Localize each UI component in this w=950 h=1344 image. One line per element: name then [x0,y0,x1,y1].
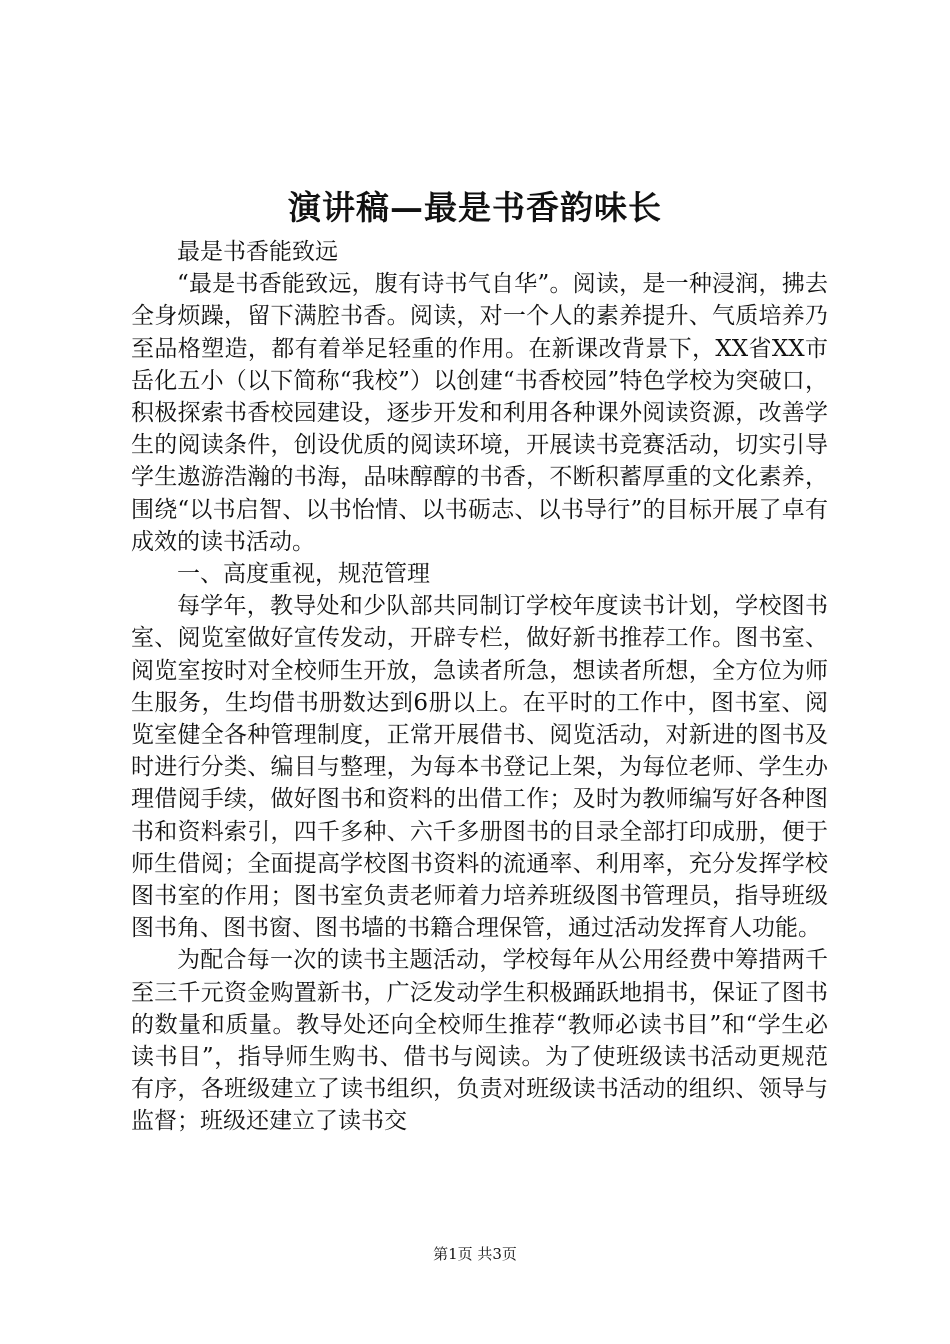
paragraph-activities: 为配合每一次的读书主题活动，学校每年从公用经费中筹措两千至三千元资金购置新书，广泛发动学生积极踊跃地捐书，保证了图书的数量和质量。教导处还向全校师生推荐“教师必读书目”和“学生必读书目”，指导师生购书、借书与阅读。为了使班级读书活动更规范有序，各班级建立了读书组织，负责对班级读书活动的组织、领导与监督；班级还建立了读书交 [131,947,828,1135]
paragraph-subtitle: 最是书香能致远 [177,239,338,265]
paragraph-management: 每学年，教导处和少队部共同制订学校年度读书计划，学校图书室、阅览室做好宣传发动，开辟专栏，做好新书推荐工作。图书室、阅览室按时对全校师生开放，急读者所急，想读者所想，全方位为师生服务，生均借书册数达到6册以上。在平时的工作中，图书室、阅览室健全各种管理制度，正常开展借书、阅览活动，对新进的图书及时进行分类、编目与整理，为每本书登记上架，为每位老师、学生办理借阅手续，做好图书和资料的出借工作；及时为教师编写好各种图书和资料索引，四千多种、六千多册图书的目录全部打印成册，便于师生借阅；全面提高学校图书资料的流通率、利用率，充分发挥学校图书室的作用；图书室负责老师着力培养班级图书管理员，指导班级图书角、图书窗、图书墙的书籍合理保管，通过活动发挥育人功能。 [131,593,828,942]
paragraph-intro: “最是书香能致远，腹有诗书气自华”。阅读，是一种浸润，拂去全身烦躁，留下满腔书香。阅读，对一个人的素养提升、气质培养乃至品格塑造，都有着举足轻重的作用。在新课改背景下，XX省XX市岳化五小（以下简称“我校”）以创建“书香校园”特色学校为突破口，积极探索书香校园建设，逐步开发和利用各种课外阅读资源，改善学生的阅读条件，创设优质的阅读环境，开展读书竞赛活动，切实引导学生遨游浩瀚的书海，品味醇醇的书香，不断积蓄厚重的文化素养，围绕“以书启智、以书怡情、以书砺志、以书导行”的目标开展了卓有成效的读书活动。 [131,271,828,555]
document-title: 演讲稿—最是书香韵味长 [288,188,662,227]
section-heading: 一、高度重视，规范管理 [177,561,430,588]
document-body [131,236,828,1138]
page-number-footer: 第1页 共3页 [433,1245,517,1263]
